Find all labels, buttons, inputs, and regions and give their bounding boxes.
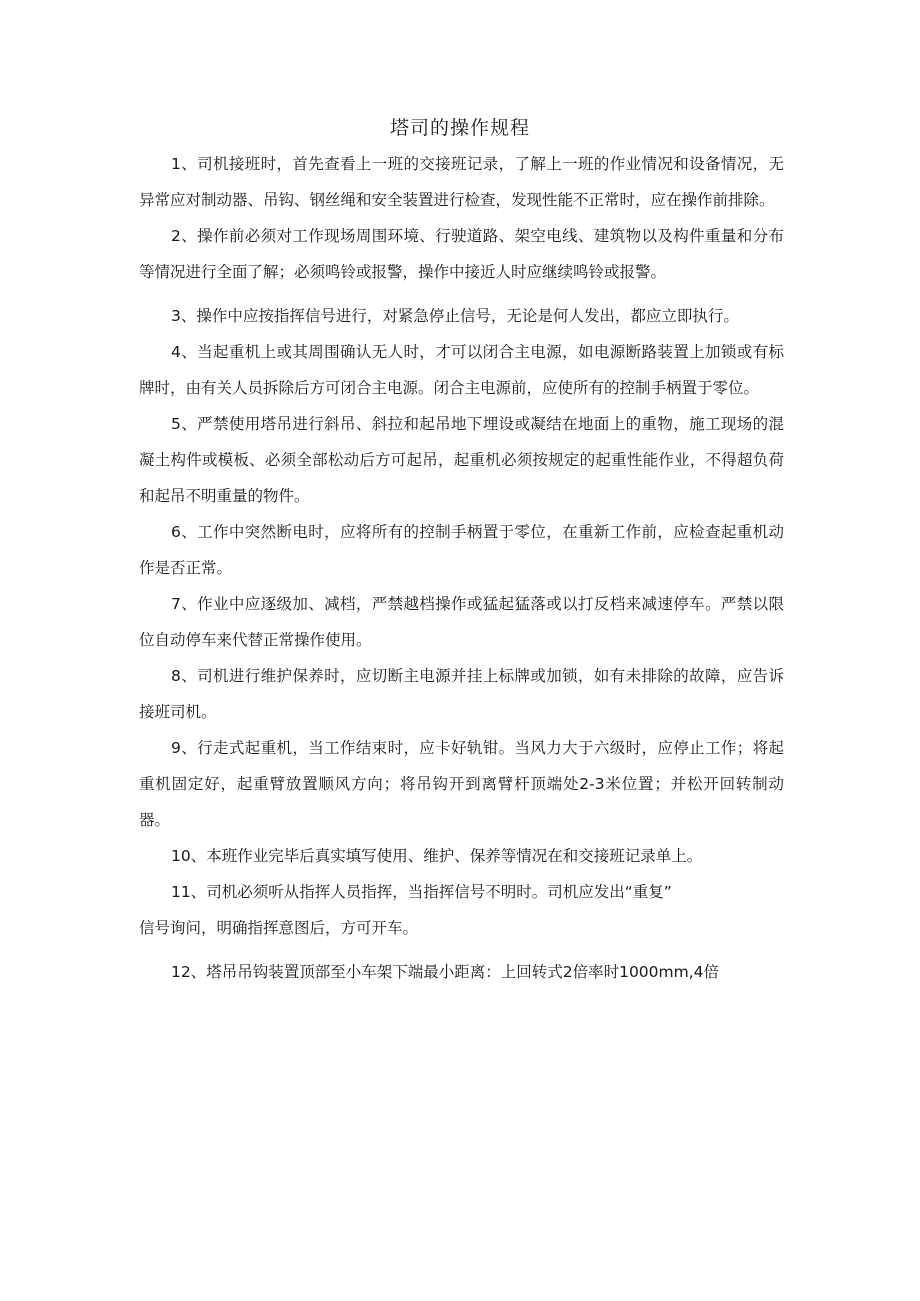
paragraph-3: 3、操作中应按指挥信号进行，对紧急停止信号，无论是何人发出，都应立即执行。 [171,307,739,325]
document-title: 塔司的操作规程 [389,117,530,139]
paragraph-5: 5、严禁使用塔吊进行斜吊、斜拉和起吊地下埋设或凝结在地面上的重物，施工现场的混凝土构件或模板、必须全部松动后方可起吊，起重机必须按规定的起重性能作业，不得超负荷和起吊不明重量的物件。 [139,415,784,505]
paragraph-6: 6、工作中突然断电时，应将所有的控制手柄置于零位，在重新工作前，应检查起重机动作是否正常。 [139,523,784,577]
paragraph-11: 11、司机必须听从指挥人员指挥，当指挥信号不明时。司机应发出“重复” [171,883,672,901]
paragraph-7: 7、作业中应逐级加、减档，严禁越档操作或猛起猛落或以打反档来减速停车。严禁以限位自动停车来代替正常操作使用。 [139,595,784,649]
paragraph-4: 4、当起重机上或其周围确认无人时，才可以闭合主电源，如电源断路装置上加锁或有标牌时，由有关人员拆除后方可闭合主电源。闭合主电源前，应使所有的控制手柄置于零位。 [139,343,784,397]
paragraph-12: 12、塔吊吊钩装置顶部至小车架下端最小距离：上回转式2倍率时1000mm,4倍 [171,963,720,981]
document-body [139,146,784,990]
paragraph-8: 8、司机进行维护保养时，应切断主电源并挂上标牌或加锁，如有未排除的故障，应告诉接班司机。 [139,667,784,721]
paragraph-9: 9、行走式起重机，当工作结束时，应卡好轨钳。当风力大于六级时，应停止工作；将起重机固定好，起重臂放置顺风方向；将吊钩开到离臂杆顶端处2-3米位置；并松开回转制动器。 [139,739,784,829]
paragraph-1: 1、司机接班时，首先查看上一班的交接班记录，了解上一班的作业情况和设备情况，无异常应对制动器、吊钩、钢丝绳和安全装置进行检查，发现性能不正常时，应在操作前排除。 [139,155,784,209]
paragraph-10: 10、本班作业完毕后真实填写使用、维护、保养等情况在和交接班记录单上。 [171,847,703,865]
paragraph-2: 2、操作前必须对工作现场周围环境、行驶道路、架空电线、建筑物以及构件重量和分布等情况进行全面了解；必须鸣铃或报警，操作中接近人时应继续鸣铃或报警。 [139,227,784,281]
paragraph-11-continued: 信号询问，明确指挥意图后，方可开车。 [139,919,419,937]
